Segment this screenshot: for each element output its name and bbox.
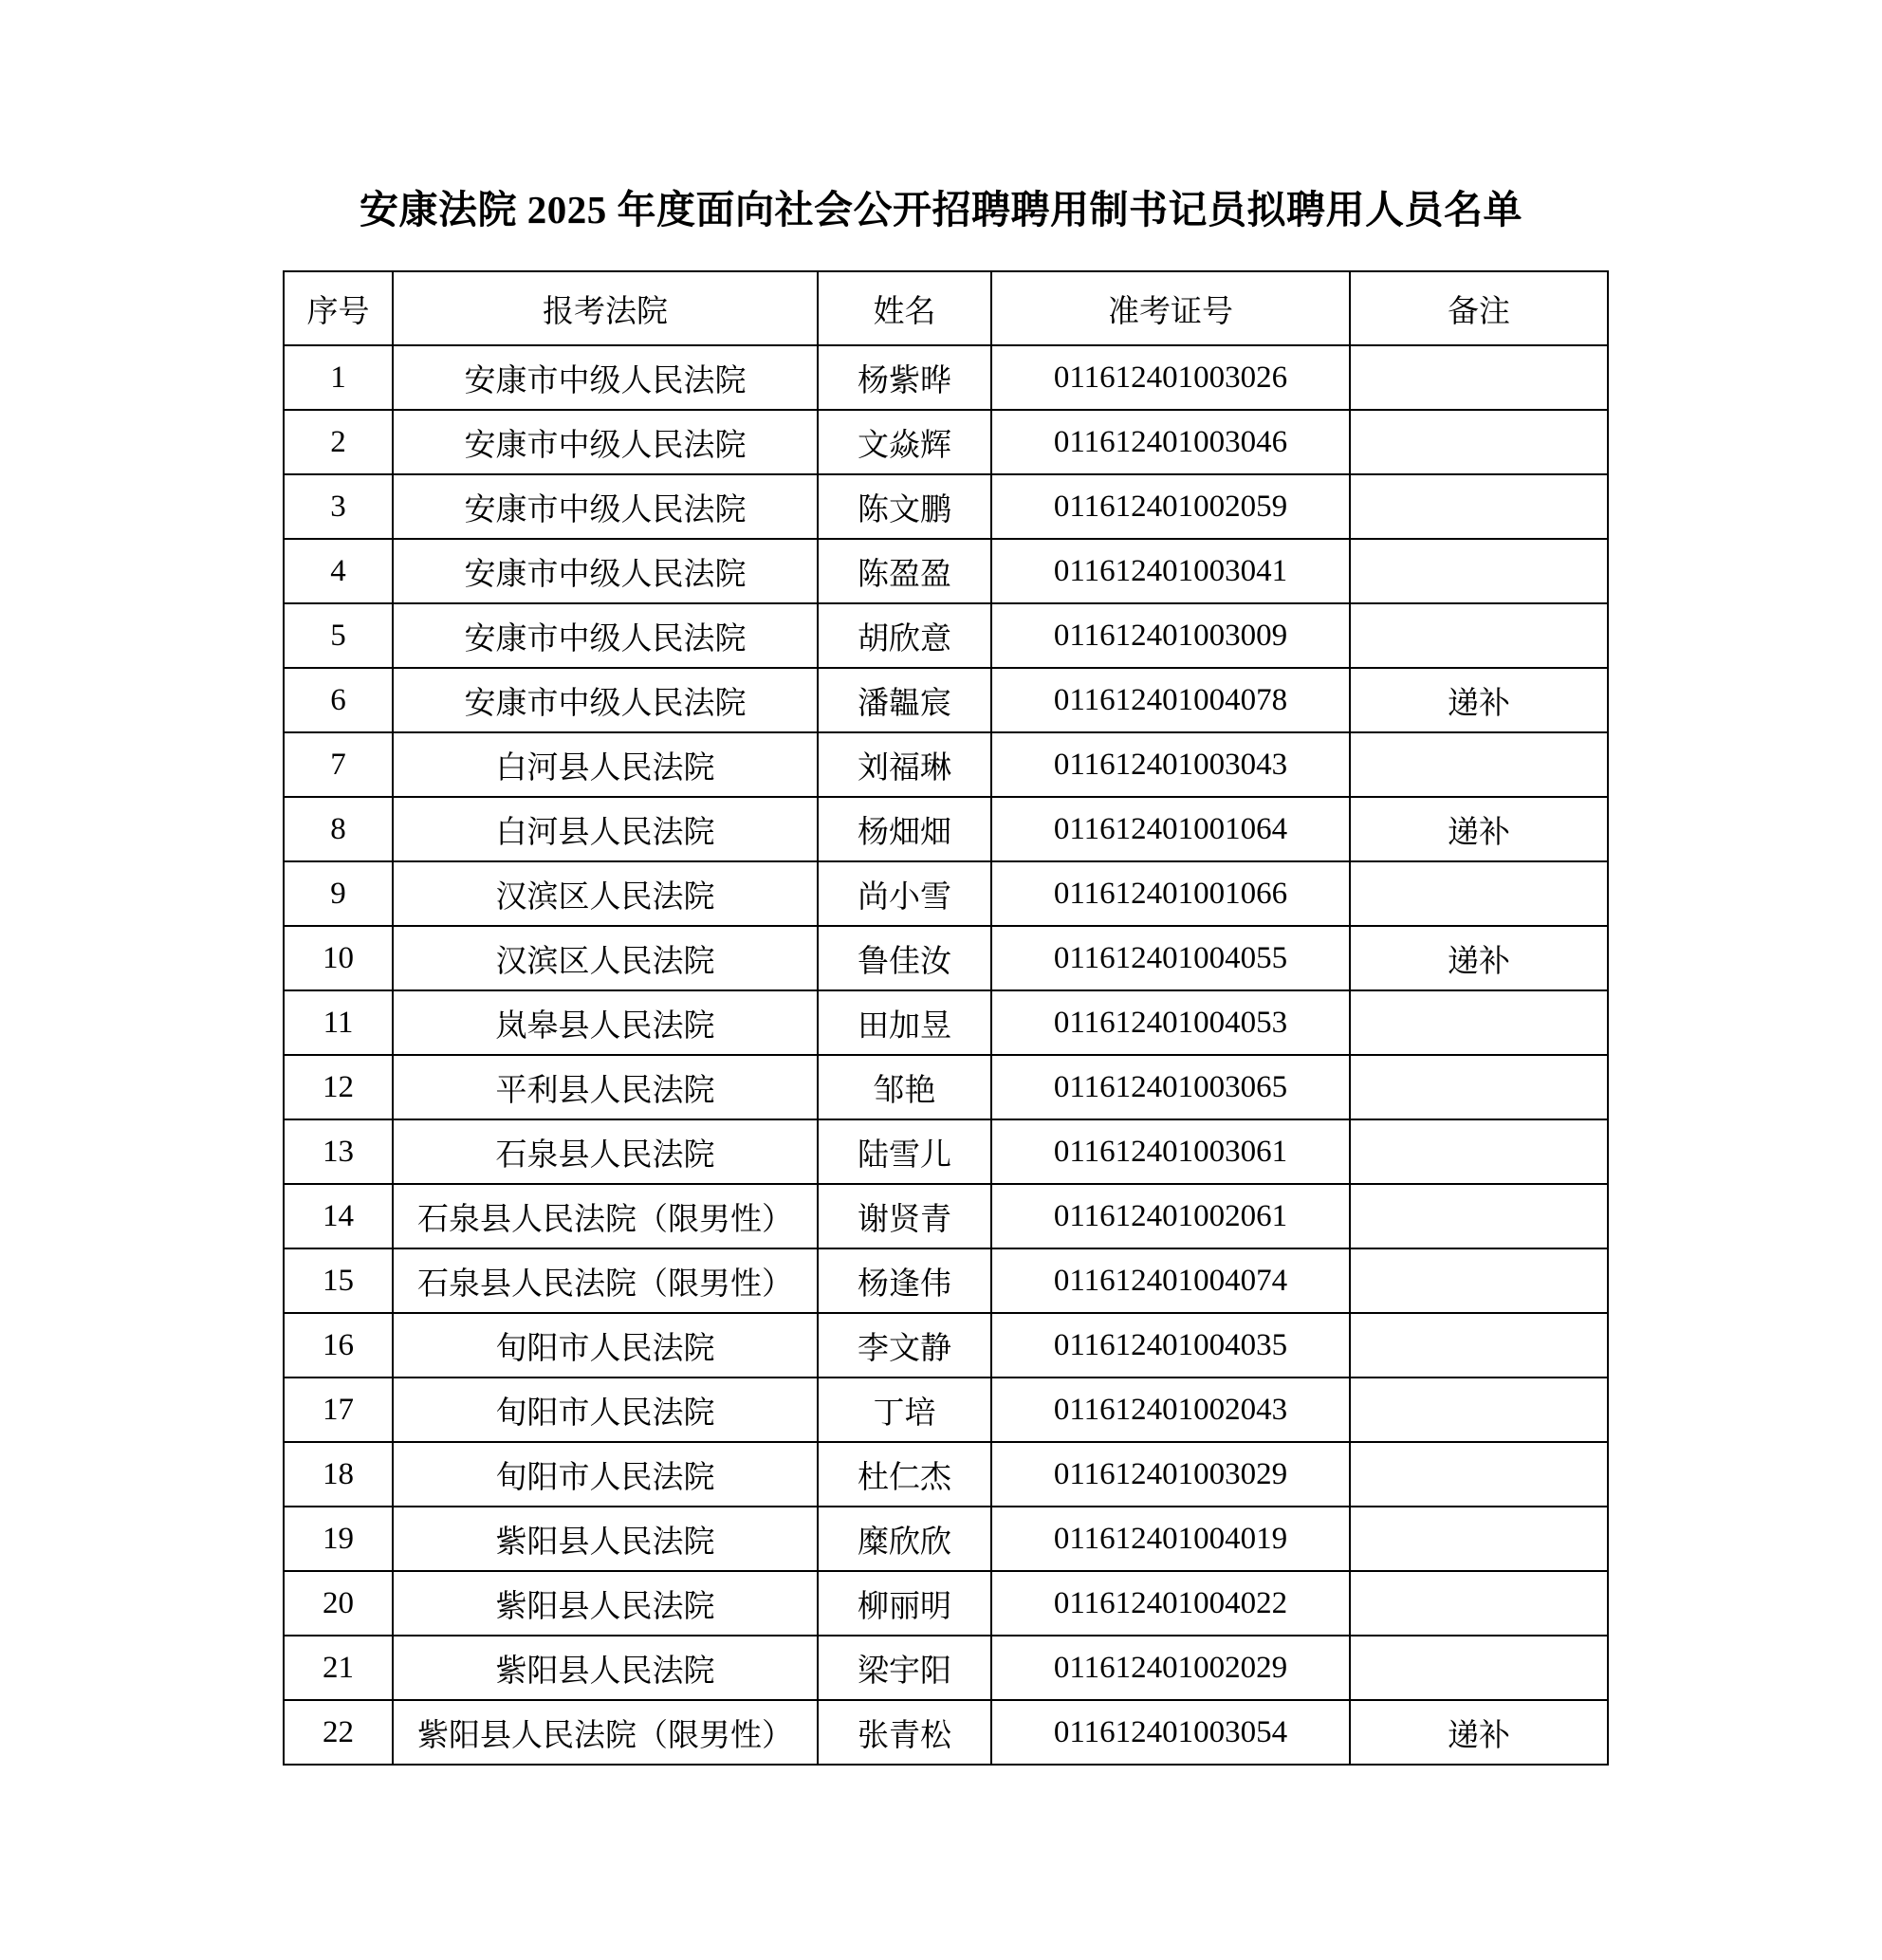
roster-table-head bbox=[284, 271, 1608, 345]
cell-court: 白河县人民法院 bbox=[393, 797, 818, 861]
cell-remark bbox=[1350, 1055, 1608, 1119]
cell-court: 岚皋县人民法院 bbox=[393, 990, 818, 1055]
cell-ticket-number: 011612401004019 bbox=[991, 1507, 1350, 1571]
cell-index: 17 bbox=[284, 1378, 393, 1442]
cell-court: 安康市中级人民法院 bbox=[393, 410, 818, 474]
cell-remark bbox=[1350, 410, 1608, 474]
cell-remark bbox=[1350, 732, 1608, 797]
cell-index: 8 bbox=[284, 797, 393, 861]
cell-name: 杨逢伟 bbox=[818, 1248, 991, 1313]
cell-remark bbox=[1350, 1248, 1608, 1313]
table-row bbox=[284, 1700, 1608, 1765]
cell-ticket-number: 011612401003046 bbox=[991, 410, 1350, 474]
cell-ticket-number: 011612401004053 bbox=[991, 990, 1350, 1055]
table-row bbox=[284, 797, 1608, 861]
table-row bbox=[284, 926, 1608, 990]
cell-court: 汉滨区人民法院 bbox=[393, 861, 818, 926]
table-row bbox=[284, 668, 1608, 732]
cell-court: 安康市中级人民法院 bbox=[393, 603, 818, 668]
cell-remark bbox=[1350, 1507, 1608, 1571]
table-row bbox=[284, 1507, 1608, 1571]
column-header-ticket: 准考证号 bbox=[991, 271, 1350, 345]
cell-index: 13 bbox=[284, 1119, 393, 1184]
cell-name: 刘福琳 bbox=[818, 732, 991, 797]
cell-index: 15 bbox=[284, 1248, 393, 1313]
cell-index: 16 bbox=[284, 1313, 393, 1378]
cell-ticket-number: 011612401003054 bbox=[991, 1700, 1350, 1765]
cell-ticket-number: 011612401002029 bbox=[991, 1636, 1350, 1700]
table-row bbox=[284, 1378, 1608, 1442]
cell-ticket-number: 011612401004078 bbox=[991, 668, 1350, 732]
cell-ticket-number: 011612401002043 bbox=[991, 1378, 1350, 1442]
cell-court: 安康市中级人民法院 bbox=[393, 668, 818, 732]
page-title: 安康法院 2025 年度面向社会公开招聘聘用制书记员拟聘用人员名单 bbox=[360, 188, 1522, 231]
cell-remark bbox=[1350, 1636, 1608, 1700]
cell-court: 紫阳县人民法院 bbox=[393, 1507, 818, 1571]
cell-ticket-number: 011612401003029 bbox=[991, 1442, 1350, 1507]
cell-name: 鲁佳汝 bbox=[818, 926, 991, 990]
table-row bbox=[284, 345, 1608, 410]
cell-remark bbox=[1350, 345, 1608, 410]
cell-ticket-number: 011612401004074 bbox=[991, 1248, 1350, 1313]
cell-remark bbox=[1350, 1378, 1608, 1442]
cell-court: 紫阳县人民法院 bbox=[393, 1636, 818, 1700]
cell-ticket-number: 011612401003061 bbox=[991, 1119, 1350, 1184]
cell-ticket-number: 011612401004055 bbox=[991, 926, 1350, 990]
cell-court: 安康市中级人民法院 bbox=[393, 474, 818, 539]
cell-index: 1 bbox=[284, 345, 393, 410]
cell-name: 尚小雪 bbox=[818, 861, 991, 926]
cell-remark bbox=[1350, 1571, 1608, 1636]
column-header-court: 报考法院 bbox=[393, 271, 818, 345]
table-row bbox=[284, 861, 1608, 926]
cell-name: 陆雪儿 bbox=[818, 1119, 991, 1184]
cell-index: 5 bbox=[284, 603, 393, 668]
cell-remark: 递补 bbox=[1350, 1700, 1608, 1765]
cell-ticket-number: 011612401002059 bbox=[991, 474, 1350, 539]
cell-index: 21 bbox=[284, 1636, 393, 1700]
cell-remark bbox=[1350, 474, 1608, 539]
cell-index: 7 bbox=[284, 732, 393, 797]
cell-court: 紫阳县人民法院 bbox=[393, 1571, 818, 1636]
cell-index: 2 bbox=[284, 410, 393, 474]
cell-court: 石泉县人民法院（限男性） bbox=[393, 1248, 818, 1313]
cell-remark bbox=[1350, 1313, 1608, 1378]
table-row bbox=[284, 990, 1608, 1055]
cell-name: 杜仁杰 bbox=[818, 1442, 991, 1507]
cell-index: 19 bbox=[284, 1507, 393, 1571]
table-row bbox=[284, 1119, 1608, 1184]
cell-court: 平利县人民法院 bbox=[393, 1055, 818, 1119]
cell-remark: 递补 bbox=[1350, 797, 1608, 861]
cell-court: 白河县人民法院 bbox=[393, 732, 818, 797]
table-row bbox=[284, 732, 1608, 797]
cell-remark bbox=[1350, 603, 1608, 668]
cell-ticket-number: 011612401003009 bbox=[991, 603, 1350, 668]
table-row bbox=[284, 1442, 1608, 1507]
cell-remark bbox=[1350, 1442, 1608, 1507]
cell-ticket-number: 011612401004022 bbox=[991, 1571, 1350, 1636]
cell-index: 22 bbox=[284, 1700, 393, 1765]
cell-court: 石泉县人民法院（限男性） bbox=[393, 1184, 818, 1248]
table-row bbox=[284, 1055, 1608, 1119]
cell-index: 11 bbox=[284, 990, 393, 1055]
cell-name: 田加昱 bbox=[818, 990, 991, 1055]
column-header-remark: 备注 bbox=[1350, 271, 1608, 345]
table-row bbox=[284, 1184, 1608, 1248]
cell-ticket-number: 011612401001064 bbox=[991, 797, 1350, 861]
table-row bbox=[284, 1571, 1608, 1636]
cell-remark bbox=[1350, 1184, 1608, 1248]
table-row bbox=[284, 539, 1608, 603]
cell-index: 20 bbox=[284, 1571, 393, 1636]
table-row bbox=[284, 1313, 1608, 1378]
cell-court: 石泉县人民法院 bbox=[393, 1119, 818, 1184]
cell-name: 柳丽明 bbox=[818, 1571, 991, 1636]
cell-name: 梁宇阳 bbox=[818, 1636, 991, 1700]
table-row bbox=[284, 1636, 1608, 1700]
cell-ticket-number: 011612401002061 bbox=[991, 1184, 1350, 1248]
cell-name: 谢贤青 bbox=[818, 1184, 991, 1248]
table-row bbox=[284, 603, 1608, 668]
cell-remark bbox=[1350, 539, 1608, 603]
column-header-index: 序号 bbox=[284, 271, 393, 345]
cell-name: 胡欣意 bbox=[818, 603, 991, 668]
cell-ticket-number: 011612401001066 bbox=[991, 861, 1350, 926]
cell-ticket-number: 011612401003065 bbox=[991, 1055, 1350, 1119]
cell-remark: 递补 bbox=[1350, 926, 1608, 990]
cell-court: 安康市中级人民法院 bbox=[393, 539, 818, 603]
table-row bbox=[284, 474, 1608, 539]
cell-ticket-number: 011612401003043 bbox=[991, 732, 1350, 797]
cell-name: 张青松 bbox=[818, 1700, 991, 1765]
cell-index: 12 bbox=[284, 1055, 393, 1119]
cell-remark bbox=[1350, 990, 1608, 1055]
column-header-name: 姓名 bbox=[818, 271, 991, 345]
cell-name: 丁培 bbox=[818, 1378, 991, 1442]
cell-index: 6 bbox=[284, 668, 393, 732]
cell-court: 旬阳市人民法院 bbox=[393, 1378, 818, 1442]
cell-name: 李文静 bbox=[818, 1313, 991, 1378]
cell-name: 邹艳 bbox=[818, 1055, 991, 1119]
cell-name: 陈盈盈 bbox=[818, 539, 991, 603]
cell-court: 汉滨区人民法院 bbox=[393, 926, 818, 990]
cell-index: 3 bbox=[284, 474, 393, 539]
cell-name: 糜欣欣 bbox=[818, 1507, 991, 1571]
cell-index: 18 bbox=[284, 1442, 393, 1507]
cell-court: 旬阳市人民法院 bbox=[393, 1442, 818, 1507]
table-header-row bbox=[284, 271, 1608, 345]
cell-name: 陈文鹏 bbox=[818, 474, 991, 539]
table-row bbox=[284, 1248, 1608, 1313]
cell-name: 潘韞宸 bbox=[818, 668, 991, 732]
roster-table-body bbox=[284, 345, 1608, 1765]
cell-index: 4 bbox=[284, 539, 393, 603]
cell-ticket-number: 011612401003041 bbox=[991, 539, 1350, 603]
cell-name: 杨畑畑 bbox=[818, 797, 991, 861]
cell-name: 文焱辉 bbox=[818, 410, 991, 474]
cell-court: 旬阳市人民法院 bbox=[393, 1313, 818, 1378]
cell-name: 杨紫晔 bbox=[818, 345, 991, 410]
cell-index: 9 bbox=[284, 861, 393, 926]
cell-index: 10 bbox=[284, 926, 393, 990]
table-row bbox=[284, 410, 1608, 474]
cell-court: 安康市中级人民法院 bbox=[393, 345, 818, 410]
cell-remark bbox=[1350, 1119, 1608, 1184]
cell-ticket-number: 011612401003026 bbox=[991, 345, 1350, 410]
cell-index: 14 bbox=[284, 1184, 393, 1248]
cell-remark bbox=[1350, 861, 1608, 926]
roster-table bbox=[283, 270, 1609, 1766]
cell-court: 紫阳县人民法院（限男性） bbox=[393, 1700, 818, 1765]
cell-ticket-number: 011612401004035 bbox=[991, 1313, 1350, 1378]
cell-remark: 递补 bbox=[1350, 668, 1608, 732]
